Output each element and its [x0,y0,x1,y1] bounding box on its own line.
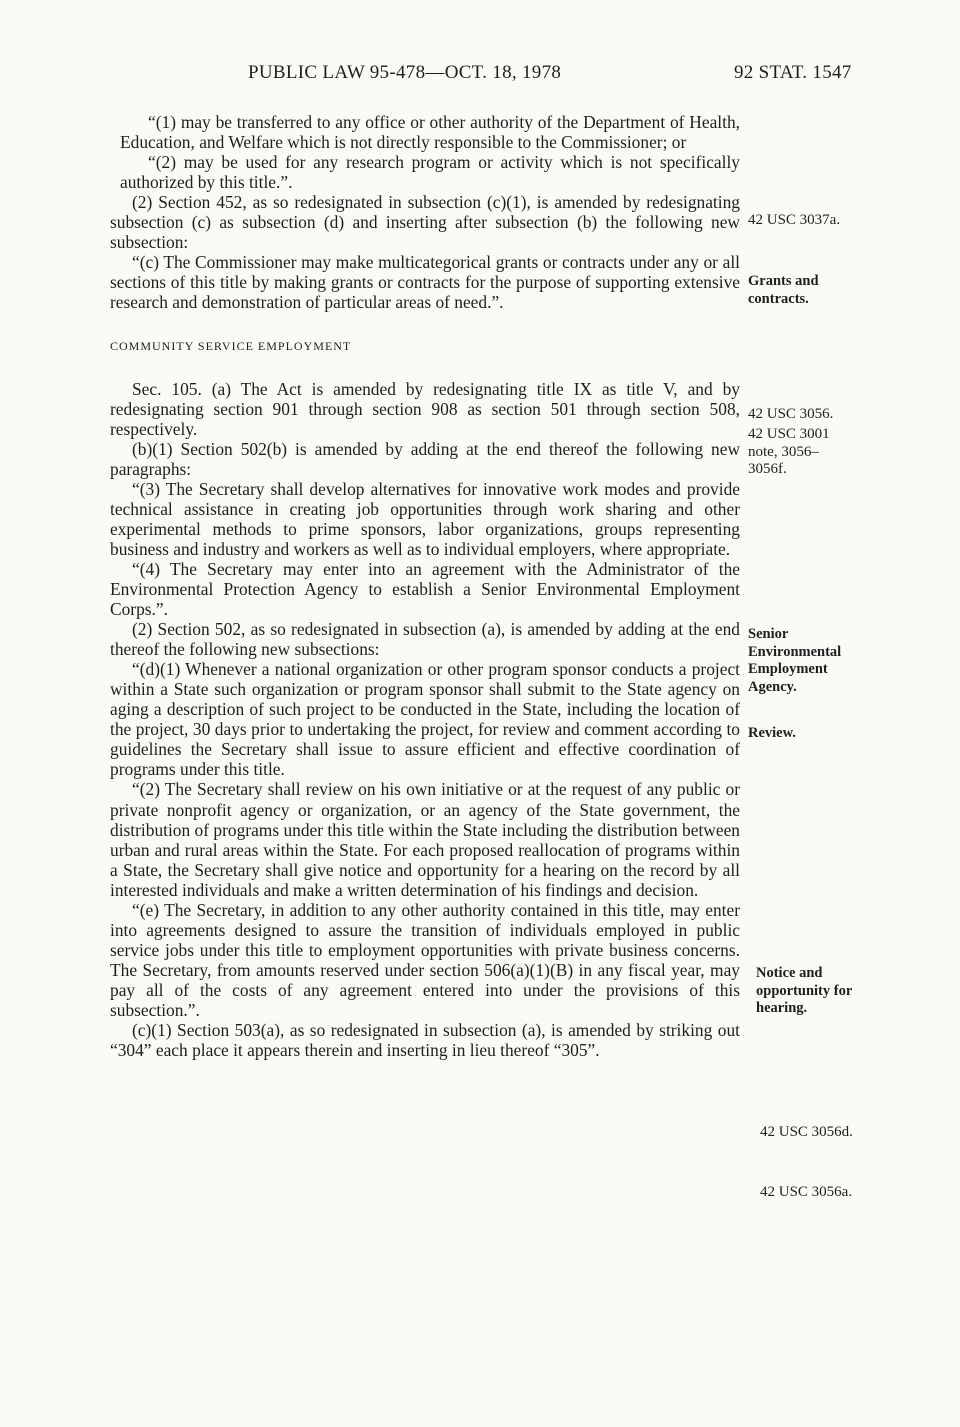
paragraph-10: “(d)(1) Whenever a national organization or other program sponsor conducts a project within a State such organization or program sponsor shall submit to the State agency on aging a description of such project to be conducted in the State, including the location of the project, 30 days prior to undertaking the project, for review and comment according to guidelines the Secretary shall issue to assure efficient and effective coordination of programs under this title. [110,659,740,780]
margin-note-9: 42 USC 3056a. [760,1184,853,1200]
margin-note-8: 42 USC 3056d. [760,1124,853,1140]
paragraph-9: (2) Section 502, as so redesignated in subsection (a), is amended by adding at the end thereof the following new subsections: [110,619,740,660]
paragraph-sec-105: Sec. 105. (a) The Act is amended by redesignating title IX as title V, and by redesignating section 901 through section 908 as section 501 through section 508, respectively. [110,378,740,439]
paragraph-1: “(1) may be transferred to any office or other authority of the Department of Health, Education, and Welfare which is not directly responsible to the Commissioner; or [120,112,740,153]
paragraph-2: “(2) may be used for any research program or activity which is not specifically authorized by this title.”. [120,152,740,193]
section-heading: COMMUNITY SERVICE EMPLOYMENT [110,339,352,354]
margin-note-3: 42 USC 3056. [748,406,834,422]
paragraph-3: (2) Section 452, as so redesignated in subsection (c)(1), is amended by redesignating subsection (c) as subsection (d) and inserting after subsection (b) the following new subsection: [110,192,740,253]
margin-note-1: 42 USC 3037a. [748,212,841,228]
statute-page-number: 92 STAT. 1547 [734,62,852,83]
paragraph-13: (c)(1) Section 503(a), as so redesignated in subsection (a), is amended by striking out “304” each place it appears therein and inserting in lieu thereof “305”. [110,1020,740,1061]
paragraph-4: “(c) The Commissioner may make multicategorical grants or contracts under any or all sections of this title by making grants or contracts for the purpose of supporting extensive research and demonstration of particular areas of need.”. [110,252,740,313]
margin-note-2: Grants and contracts. [748,273,819,307]
statute-text [110,112,740,1060]
running-head-title: PUBLIC LAW 95-478—OCT. 18, 1978 [248,62,562,83]
paragraph-11: “(2) The Secretary shall review on his own initiative or at the request of any public or private nonprofit agency or organization, or an agency of the State government, the distribution of programs under this title within the State including the distribution between urban and rural areas within the State. For each proposed reallocation of programs within a State, the Secretary shall give notice and opportunity for a hearing on the record by all interested individuals and make a written determination of his findings and decision. [110,779,740,900]
paragraph-7: “(3) The Secretary shall develop alternatives for innovative work modes and provide technical assistance in creating job opportunities through work sharing and other experimental methods to prime sponsors, labor organizations, groups representing business and industry and workers as well as to individual employers, where appropriate. [110,478,740,559]
paragraph-12: “(e) The Secretary, in addition to any other authority contained in this title, may enter into agreements designed to assure the transition of individuals employed in public service jobs under this title to employment opportunities with private business concerns. The Secretary, from amounts reserved under section 506(a)(1)(B) in any fiscal year, may pay all of the costs of any agreement entered into under the provisions of this subsection.”. [110,899,740,1020]
paragraph-8: “(4) The Secretary may enter into an agreement with the Administrator of the Environmental Protection Agency to establish a Senior Environmental Employment Corps.”. [110,558,740,620]
paragraph-6: (b)(1) Section 502(b) is amended by adding at the end thereof the following new paragraphs: [110,438,740,479]
margin-note-6: Review. [748,725,796,741]
margin-note-4: 42 USC 3001 note, 3056–3056f. [748,426,830,477]
margin-note-5: Senior Environmental Employment Agency. [748,626,842,695]
page-header [0,62,960,86]
margin-note-7: Notice and opportunity for hearing. [756,965,853,1016]
